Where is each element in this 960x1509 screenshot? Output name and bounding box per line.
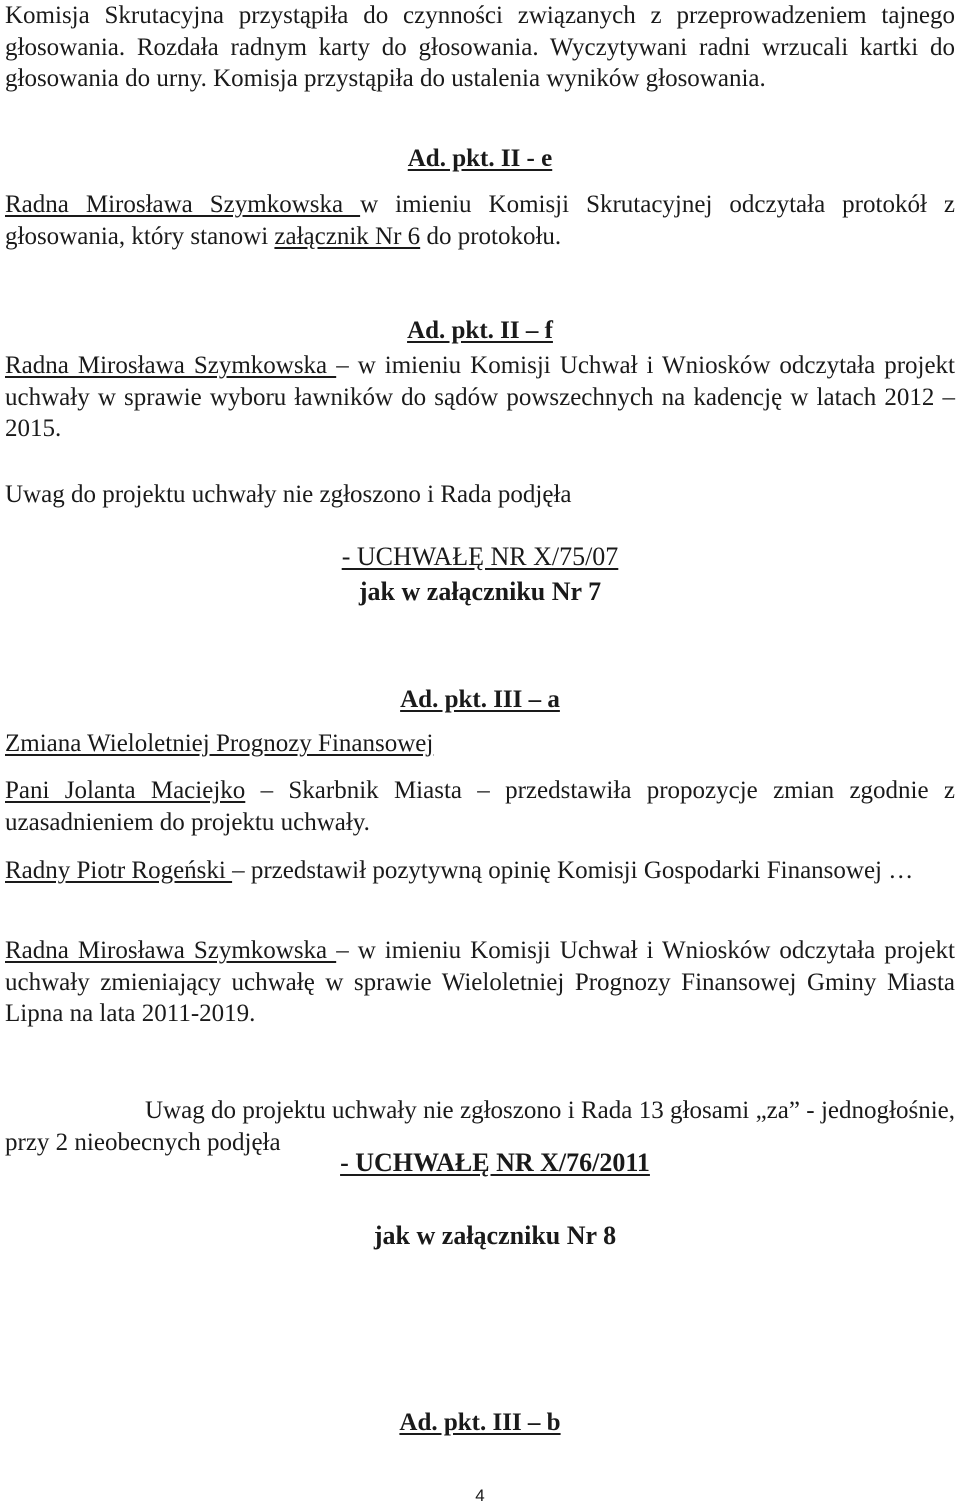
text-3a-2: – przedstawił pozytywną opinię Komisji Gospodarki Finansowej …	[232, 857, 914, 884]
text-2f: – w imieniu Komisji Uchwał i Wniosków odczytała projekt uchwały w sprawie wyboru ławników do sądów powszechnych na kadencję w latach 2012 – 2015.	[5, 352, 956, 442]
subject-3a-text: Zmiana Wieloletniej Prognozy Finansowej	[5, 730, 434, 757]
resolution-2f-text: - UCHWAŁĘ NR X/75/07	[341, 542, 619, 571]
speaker-3a-2: Radny Piotr Rogeński	[5, 857, 233, 884]
speaker-2f: Radna Mirosława Szymkowska	[5, 352, 337, 379]
heading-2e-text: Ad. pkt. II - e	[407, 145, 553, 172]
heading-2f	[5, 315, 955, 347]
vote-3a: Uwag do projektu uchwały nie zgłoszono i Rada 13 głosami „za” - jednogłośnie, przy 2 nieobecnych podjęła	[5, 1097, 955, 1156]
paragraph-2f	[5, 350, 955, 445]
intro-paragraph: Komisja Skrutacyjna przystąpiła do czynności związanych z przeprowadzeniem tajnego głosowania. Rozdała radnym karty do głosowania. Wyczytywani radni wrzucali kartki do głosowania do urny. Komisja przystąpiła do ustalenia wyników głosowania.	[5, 2, 955, 92]
text-2e-b: do protokołu.	[420, 222, 562, 250]
page-number: 4	[475, 1486, 485, 1505]
paragraph-3a-2	[5, 855, 955, 887]
speaker-3a-3: Radna Mirosława Szymkowska	[5, 937, 337, 964]
heading-2f-text: Ad. pkt. II – f	[407, 317, 553, 344]
speaker-2e: Radna Mirosława Szymkowska	[5, 191, 361, 218]
paragraph-3a-1	[5, 775, 955, 838]
paragraph-2e	[5, 189, 955, 252]
attachment-6-link: załącznik Nr 6	[274, 222, 421, 250]
resolution-3a	[5, 1147, 955, 1179]
heading-3b-text: Ad. pkt. III – b	[399, 1409, 561, 1436]
attachment-2f: jak w załączniku Nr 7	[358, 577, 602, 606]
text-3a-1: – Skarbnik Miasta – przedstawiła propozycje zmian zgodnie z uzasadnieniem do projektu uchwały.	[5, 777, 956, 836]
text-3a-3: – w imieniu Komisji Uchwał i Wniosków odczytała projekt uchwały zmieniający uchwałę w sprawie Wieloletniej Prognozy Finansowej Gminy Miasta Lipna na lata 2011-2019.	[5, 937, 956, 1027]
paragraph-3a-3	[5, 935, 955, 1030]
heading-3b	[5, 1407, 955, 1439]
resolution-3a-text: - UCHWAŁĘ NR X/76/2011	[340, 1148, 650, 1177]
heading-3a	[5, 684, 955, 716]
remarks-2f: Uwag do projektu uchwały nie zgłoszono i Rada podjęła	[5, 481, 572, 508]
attachment-3a: jak w załączniku Nr 8	[373, 1221, 617, 1250]
resolution-2f	[5, 541, 955, 573]
speaker-3a-1: Pani Jolanta Maciejko	[5, 777, 246, 804]
heading-2e	[5, 143, 955, 175]
subject-3a	[5, 728, 955, 760]
text-2e-a: w imieniu Komisji Skrutacyjnej odczytała protokół z głosowania, który stanowi	[5, 191, 955, 250]
heading-3a-text: Ad. pkt. III – a	[400, 686, 560, 713]
